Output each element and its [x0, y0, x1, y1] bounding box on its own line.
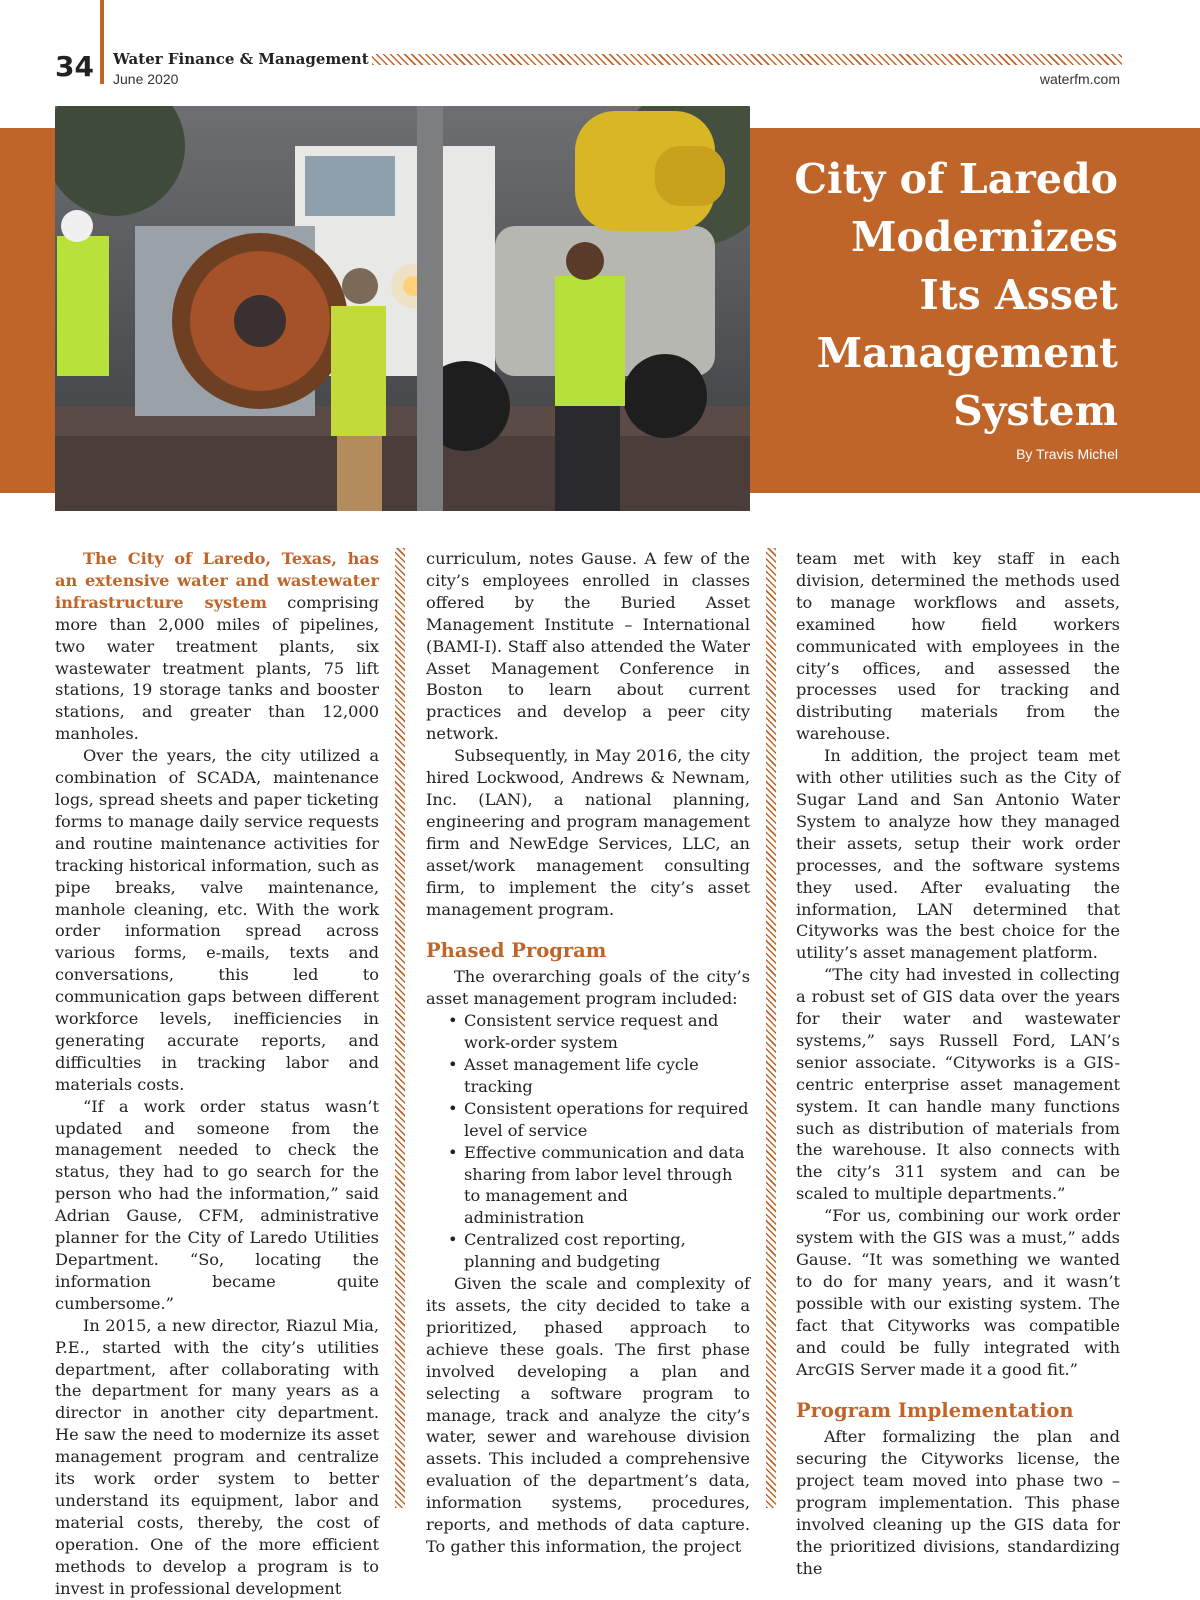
body-paragraph: “If a work order status wasn’t updated and someone from the management needed to check the status, they had to go search for the person who had the information,” said Adrian Gause, CFM, administrative planner for the City of Laredo Utilities Department. “So, locating the information became quite cumbersome.” — [55, 1096, 379, 1313]
list-item: • Asset management life cycle tracking — [464, 1054, 750, 1098]
list-item: • Consistent service request and work-order system — [464, 1010, 750, 1054]
body-paragraph: Given the scale and complexity of its assets, the city decided to take a prioritized, phased approach to achieve these goals. The first phase involved developing a plan and selecting a software program to manage, track and analyze the city’s water, sewer and warehouse division assets. This included a comprehensive evaluation of the department’s data, information systems, procedures, reports, and methods of data capture. To gather this information, the project — [426, 1274, 750, 1556]
website-link[interactable]: waterfm.com — [1039, 71, 1120, 87]
list-item: • Effective communication and data sharing from labor level through to management and administration — [464, 1142, 750, 1230]
lead-in-text: The City of Laredo, Texas, has an extensive water and wastewater infrastructure system — [55, 549, 379, 612]
section-heading: Program Implementation — [796, 1399, 1074, 1423]
publication-name: Water Finance & Management — [113, 50, 369, 68]
byline: By Travis Michel — [1016, 446, 1118, 462]
article-photo — [55, 106, 750, 511]
body-paragraph: “The city had invested in collecting a robust set of GIS data over the years for their water and wastewater systems,” says Russell Ford, LAN’s senior associate. “Cityworks is a GIS-centric enterprise asset management system. It can handle many functions such as distribution of materials from the warehouse. It also connects with the city’s 311 system and can be scaled to multiple departments.” — [796, 965, 1120, 1204]
goals-list — [426, 1010, 750, 1273]
column-divider — [766, 548, 776, 1508]
column-1 — [55, 548, 379, 1600]
body-paragraph: The overarching goals of the city’s asset management program included: — [426, 967, 750, 1009]
body-paragraph: Subsequently, in May 2016, the city hired Lockwood, Andrews & Newnam, Inc. (LAN), a national planning, engineering and program management firm and NewEdge Services, LLC, an asset/work management consulting firm, to implement the city’s asset management program. — [426, 746, 750, 919]
section-heading: Phased Program — [426, 939, 607, 963]
body-paragraph: curriculum, notes Gause. A few of the city’s employees enrolled in classes offered by the Buried Asset Management Institute – International (BAMI-I). Staff also attended the Water Asset Management Conference in Boston to learn about current practices and develop a peer city network. — [426, 549, 750, 744]
article-title — [688, 150, 1118, 440]
title-line: City of Laredo — [794, 155, 1118, 203]
body-paragraph: In 2015, a new director, Riazul Mia, P.E., started with the city’s utilities department, after collaborating with the department for many years as a director in another city department. He saw the need to modernize its asset management program and centralize its work order system to better understand its equipment, labor and material costs, thereby, the cost of operation. One of the more efficient methods to develop a program is to invest in professional development — [55, 1315, 379, 1598]
column-3 — [796, 548, 1120, 1580]
title-line: Its Asset — [919, 271, 1118, 319]
header-hatch-rule — [372, 54, 1122, 65]
body-paragraph: team met with key staff in each division, determined the methods used to manage workflows and assets, examined how field workers communicated with employees in the city’s offices, and assessed the processes used for tracking and distributing materials from the warehouse. — [796, 549, 1120, 744]
header-accent-bar — [100, 0, 104, 84]
lead-paragraph — [55, 548, 379, 745]
body-paragraph: In addition, the project team met with other utilities such as the City of Sugar Land and San Antonio Water System to analyze how they managed their assets, setup their work order processes, and the software systems they used. After evaluating the information, LAN determined that Cityworks was the best choice for the utility’s asset management platform. — [796, 746, 1120, 963]
body-paragraph: Over the years, the city utilized a combination of SCADA, maintenance logs, spread sheets and paper ticketing forms to manage daily service requests and routine maintenance activities for tracking historical information, such as pipe breaks, valve maintenance, manhole cleaning, etc. With the work order information spread across various forms, e-mails, texts and conversations, this led to communication gaps between different workforce levels, inefficiencies in generating accurate reports, and difficulties in tracking labor and materials costs. — [55, 746, 379, 1094]
body-paragraph: “For us, combining our work order system with the GIS was a must,” adds Gause. “It was something we wanted to do for many years, and it wasn’t possible with our existing system. The fact that Cityworks was compatible and could be fully integrated with ArcGIS Server made it a good fit.” — [796, 1206, 1120, 1379]
title-line: System — [953, 387, 1118, 435]
crew-with-vacuum-truck-illustration — [55, 106, 750, 511]
body-paragraph: After formalizing the plan and securing the Cityworks license, the project team moved into phase two – program implementation. This phase involved cleaning up the GIS data for the prioritized divisions, standardizing the — [796, 1427, 1120, 1578]
column-divider — [395, 548, 405, 1508]
lead-paragraph-rest: comprising more than 2,000 miles of pipelines, two water treatment plants, six wastewater treatment plants, 75 lift stations, 19 storage tanks and booster stations, and greater than 12,000 manholes. — [55, 592, 379, 744]
issue-date: June 2020 — [113, 71, 179, 87]
page-number: 34 — [55, 50, 94, 83]
list-item: • Consistent operations for required level of service — [464, 1098, 750, 1142]
title-line: Management — [816, 329, 1118, 377]
list-item: • Centralized cost reporting, planning and budgeting — [464, 1229, 750, 1273]
title-line: Modernizes — [851, 213, 1118, 261]
column-2 — [426, 548, 750, 1558]
